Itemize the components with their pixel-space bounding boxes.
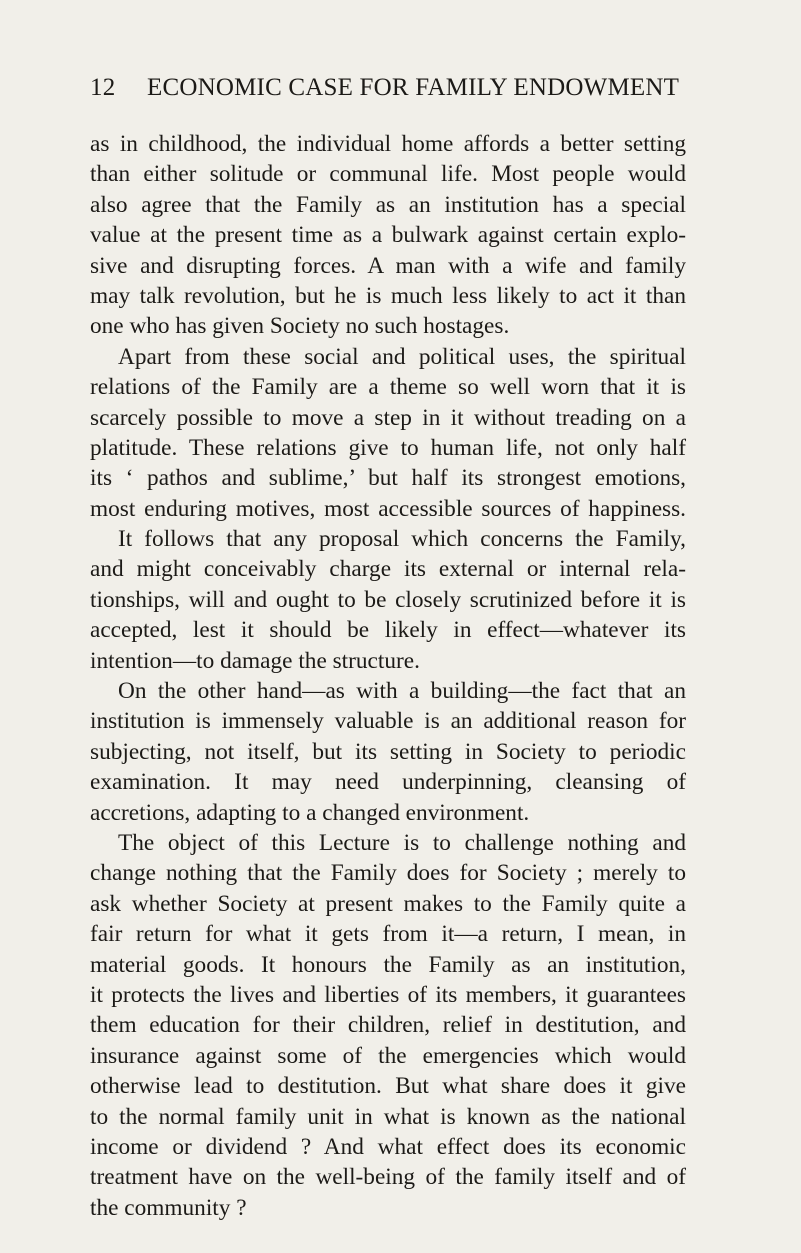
text-line: The object of this Lecture is to challenge nothing and [118,829,686,856]
text-line: change nothing that the Family does for Society ; merely to [90,860,686,887]
text-line: income or dividend ? And what effect does its economic [90,1133,686,1160]
text-line: it protects the lives and liberties of its members, it guarantees [90,981,686,1008]
text-line: as in childhood, the individual home affords a better setting [90,131,686,157]
text-line: Apart from these social and political uses, the spiritual [118,343,686,370]
text-line: fair return for what it gets from it—a return, I mean, in [90,921,686,948]
text-line: institution is immensely valuable is an additional reason for [90,708,686,735]
text-line: subjecting, not itself, but its setting in Society to periodic [90,738,686,765]
text-line: the community ? [90,1194,247,1221]
text-line: platitude. These relations give to human life, not only half [90,434,686,461]
text-line: relations of the Family are a theme so well worn that it is [90,374,686,401]
text-line: value at the present time as a bulwark against certain explo- [90,222,686,249]
text-line: sive and disrupting forces. A man with a wife and family [90,252,686,279]
text-line: intention—to damage the structure. [90,647,420,674]
text-line: most enduring motives, most accessible sources of happiness. [90,495,686,522]
text-line: It follows that any proposal which concerns the Family, [118,526,686,553]
page-number: 12 [90,74,116,101]
text-line: to the normal family unit in what is known as the national [90,1103,686,1130]
text-line: insurance against some of the emergencies which would [90,1042,686,1069]
text-line: scarcely possible to move a step in it without treading on a [90,404,686,431]
text-line: also agree that the Family as an institution has a special [90,191,686,218]
text-line: may talk revolution, but he is much less likely to act it than [90,282,686,309]
body-text [90,129,686,1223]
text-line: ask whether Society at present makes to the Family quite a [90,890,686,917]
text-line: On the other hand—as with a building—the fact that an [118,678,686,705]
text-line: its ‘ pathos and sublime,’ but half its strongest emotions, [90,465,686,492]
running-head [90,74,710,104]
running-title: ECONOMIC CASE FOR FAMILY ENDOWMENT [147,74,680,101]
text-line: tionships, will and ought to be closely scrutinized before it is [90,586,686,613]
text-line: otherwise lead to destitution. But what share does it give [90,1073,686,1100]
text-line: accretions, adapting to a changed environment. [90,799,530,826]
text-line: material goods. It honours the Family as an institution, [90,951,686,978]
text-line: accepted, lest it should be likely in effect—whatever its [90,617,686,644]
text-line: and might conceivably charge its external or internal rela- [90,556,686,583]
text-line: than either solitude or communal life. Most people would [90,161,686,188]
text-line: them education for their children, relief in destitution, and [90,1012,686,1039]
text-line: examination. It may need underpinning, cleansing of [90,769,686,796]
text-line: treatment have on the well-being of the family itself and of [90,1164,686,1191]
text-line: one who has given Society no such hostages. [90,313,510,340]
